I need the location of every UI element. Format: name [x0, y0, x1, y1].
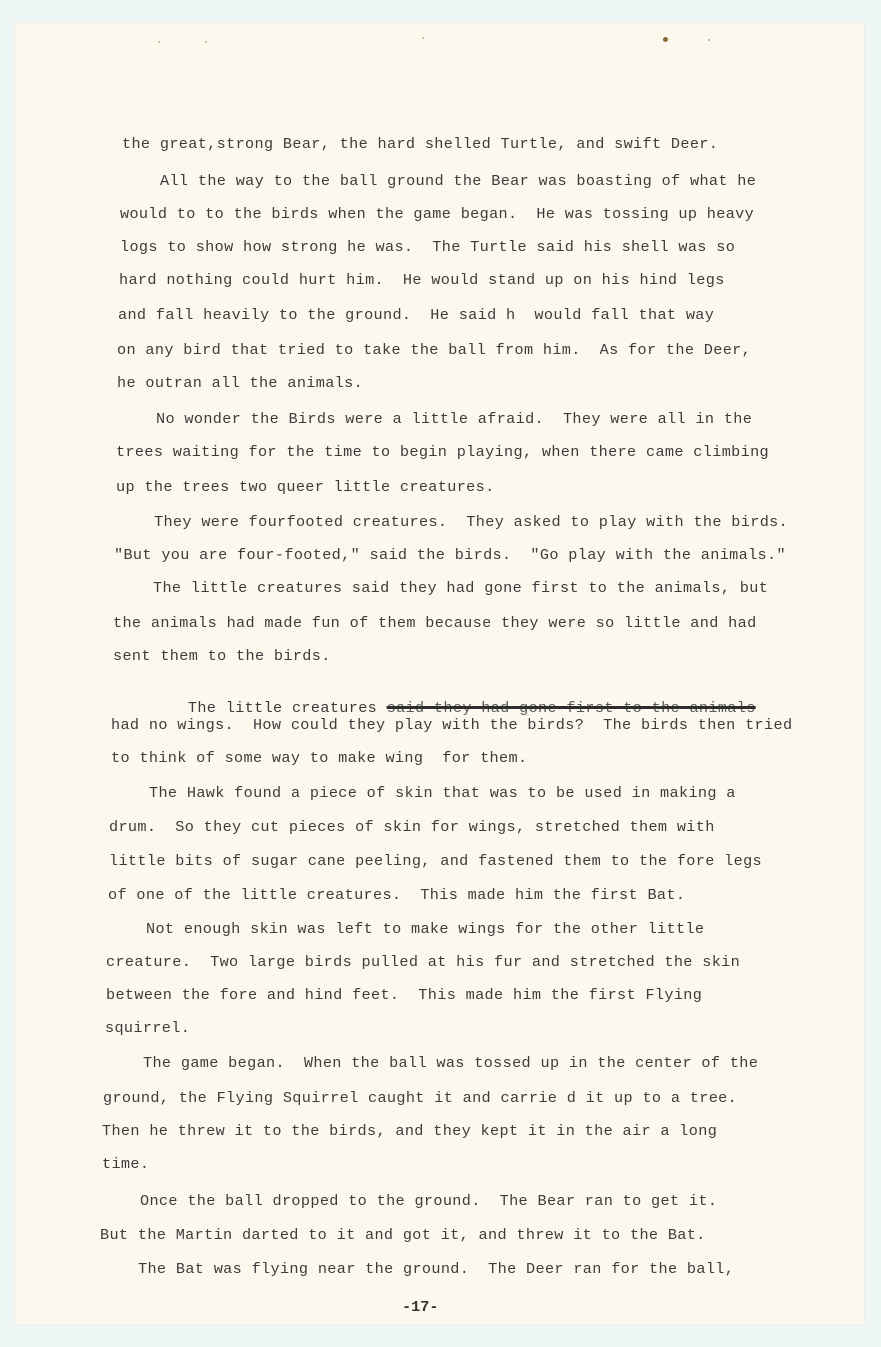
- text-line: and fall heavily to the ground. He said h would fall that way: [118, 306, 715, 324]
- text-line: would to to the birds when the game began. He was tossing up heavy: [120, 205, 755, 223]
- text-line: But the Martin darted to it and got it, and threw it to the Bat.: [100, 1226, 706, 1244]
- text-line: up the trees two queer little creatures.: [116, 478, 495, 496]
- text-line: of one of the little creatures. This made him the first Bat.: [108, 886, 686, 904]
- text-line: Once the ball dropped to the ground. The Bear ran to get it.: [140, 1192, 718, 1210]
- text-line: The little creatures: [187, 699, 387, 717]
- text-line: time.: [102, 1155, 150, 1173]
- text-line: the great,strong Bear, the hard shelled Turtle, and swift Deer.: [122, 135, 719, 153]
- text-line: Not enough skin was left to make wings for the other little: [146, 920, 705, 938]
- text-line: between the fore and hind feet. This made him the first Flying: [106, 986, 703, 1004]
- text-line: drum. So they cut pieces of skin for wings, stretched them with: [109, 818, 715, 836]
- text-line: on any bird that tried to take the ball from him. As for the Deer,: [117, 341, 752, 359]
- struck-out-text: said they had gone first to the animals: [386, 699, 756, 717]
- paper-speck: [708, 39, 710, 41]
- paper-speck: [158, 41, 160, 43]
- text-line: to think of some way to make wing for them.: [111, 749, 528, 767]
- text-line: the animals had made fun of them because they were so little and had: [113, 614, 757, 632]
- text-line: All the way to the ball ground the Bear was boasting of what he: [160, 172, 757, 190]
- text-line: The little creatures said they had gone first to the animals, but: [153, 579, 769, 597]
- text-line: Then he threw it to the birds, and they kept it in the air a long: [102, 1122, 718, 1140]
- text-line: They were fourfooted creatures. They asked to play with the birds.: [154, 513, 789, 531]
- text-line: trees waiting for the time to begin playing, when there came climbing: [116, 443, 770, 461]
- text-line: little bits of sugar cane peeling, and fastened them to the fore legs: [109, 852, 763, 870]
- paper-speck: [663, 37, 668, 42]
- text-line: creature. Two large birds pulled at his fur and stretched the skin: [106, 953, 741, 971]
- text-line: The game began. When the ball was tossed up in the center of the: [143, 1054, 759, 1072]
- text-line: had no wings. How could they play with the birds? The birds then tried: [111, 716, 793, 734]
- text-line: "But you are four-footed," said the birds. "Go play with the animals.": [114, 546, 786, 564]
- paper-speck: [422, 37, 424, 39]
- text-line: The Hawk found a piece of skin that was to be used in making a: [149, 784, 736, 802]
- text-line: squirrel.: [105, 1019, 191, 1037]
- text-line: logs to show how strong he was. The Turtle said his shell was so: [120, 238, 736, 256]
- text-line: ground, the Flying Squirrel caught it and carrie d it up to a tree.: [103, 1089, 738, 1107]
- page-number: -17-: [402, 1298, 439, 1316]
- text-line: The Bat was flying near the ground. The Deer ran for the ball,: [138, 1260, 735, 1278]
- text-line: sent them to the birds.: [113, 647, 331, 665]
- text-line: he outran all the animals.: [117, 374, 364, 392]
- paper-speck: [205, 41, 207, 43]
- text-line: hard nothing could hurt him. He would stand up on his hind legs: [119, 271, 725, 289]
- text-line: No wonder the Birds were a little afraid. They were all in the: [156, 410, 753, 428]
